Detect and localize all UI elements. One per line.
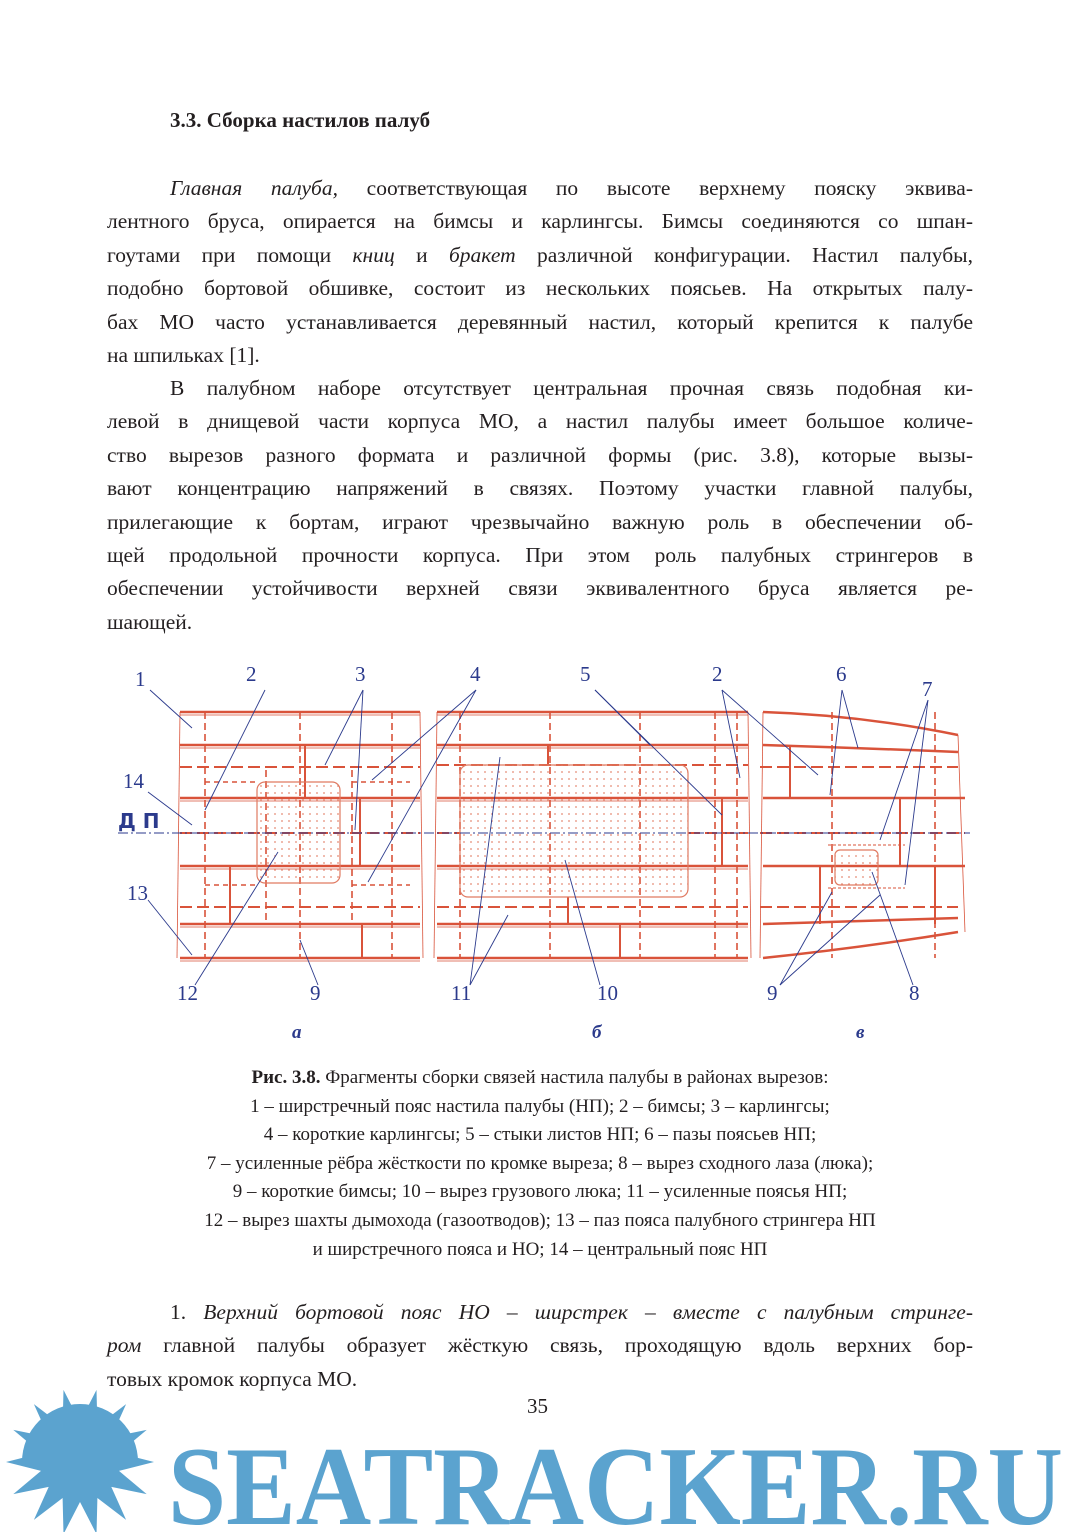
leader-line — [780, 892, 832, 985]
section-heading: 3.3. Сборка настилов палуб — [170, 108, 431, 132]
caption-line: и ширстречного пояса и НО; 14 – центральный пояс НП — [312, 1238, 768, 1260]
cutouts — [257, 765, 878, 897]
italic-term: бракет — [448, 242, 516, 267]
text-line — [107, 339, 973, 372]
text-line — [107, 1329, 973, 1362]
label-1: 1 — [135, 667, 146, 691]
label-9: 9 — [310, 981, 321, 1005]
text-run: различной конфигурации. Настил палубы, — [515, 242, 973, 267]
italic-term: ром — [107, 1333, 142, 1358]
label-5: 5 — [580, 662, 591, 686]
text-line — [107, 205, 973, 238]
text-line — [107, 539, 973, 572]
cargo-hatch-cutout-10 — [460, 765, 688, 897]
break-edge — [177, 712, 180, 958]
text-run: на шпильках [1]. — [107, 342, 260, 367]
text-line — [107, 1296, 973, 1329]
sun-logo-icon — [6, 1390, 154, 1532]
caption-line: 4 – короткие карлингсы; 5 – стыки листов НП; 6 – пазы поясьев НП; — [263, 1124, 817, 1146]
paragraph-deck-framing — [107, 372, 973, 639]
text-line — [107, 439, 973, 472]
text-run: вают концентрацию напряжений в связях. Поэтому участки главной палубы, — [107, 476, 973, 501]
text-run: 1. — [170, 1300, 204, 1324]
text-line — [107, 372, 973, 405]
label-14: 14 — [123, 769, 144, 793]
text-line — [107, 239, 973, 272]
paragraph-main-deck — [107, 172, 973, 372]
text-line — [107, 405, 973, 438]
leader-line — [880, 700, 928, 840]
manhole-cutout-8 — [835, 850, 878, 885]
figure-caption — [100, 1064, 980, 1264]
caption-line: 12 – вырез шахты дымохода (газоотводов); 13 – паз пояса палубного стрингера НП — [204, 1209, 876, 1231]
text-run: и — [394, 242, 449, 267]
text-line — [107, 172, 973, 205]
text-line — [107, 506, 973, 539]
leader-line — [872, 872, 913, 985]
text-run: прилегающие к бортам, играют чрезвычайно важную роль в обеспечении об- — [107, 509, 973, 534]
text-line — [107, 472, 973, 505]
break-edge — [420, 712, 423, 958]
text-run: товых кромок корпуса МО. — [107, 1366, 358, 1391]
label-13: 13 — [127, 881, 148, 905]
caption-title: Рис. 3.8. — [251, 1067, 321, 1088]
label-11: 11 — [451, 981, 472, 1005]
label-2: 2 — [712, 662, 723, 686]
break-edge — [434, 712, 437, 958]
label-9: 9 — [767, 981, 778, 1005]
leader-line — [205, 690, 265, 810]
leader-line — [470, 915, 508, 985]
watermark-text: SEATRACKER.RU — [168, 1425, 1063, 1532]
leader-line — [300, 940, 318, 985]
label-3: 3 — [355, 662, 366, 686]
panel-label-a: а — [292, 1022, 302, 1043]
text-line — [107, 606, 973, 639]
text-line — [107, 572, 973, 605]
label-8: 8 — [909, 981, 920, 1005]
break-edge — [748, 712, 751, 958]
break-edge — [760, 712, 763, 958]
label-4: 4 — [470, 662, 481, 686]
text-run: бах МО часто устанавливается деревянный настил, который крепится к палубе — [107, 309, 973, 334]
caption-line: 1 – ширстречный пояс настила палубы (НП); 2 – бимсы; 3 – карлингсы; — [250, 1095, 830, 1117]
panel-label-b: б — [592, 1022, 602, 1043]
text-run: щей продольной прочности корпуса. При этом роль палубных стрингеров в — [107, 542, 973, 567]
text-run: главной палубы образует жёсткую связь, проходящую вдоль верхних бор- — [141, 1333, 973, 1358]
caption-line: Фрагменты сборки связей настила палубы в районах вырезов: — [325, 1067, 829, 1088]
text-run: шающей. — [107, 609, 193, 634]
leader-line — [148, 900, 192, 955]
leader-line — [780, 895, 880, 985]
label-2: 2 — [246, 662, 257, 686]
text-run: левой в днищевой части корпуса МО, а настил палубы имеет большое количе- — [107, 409, 973, 434]
text-run: обеспечении устойчивости верхней связи эквивалентного бруса является ре- — [107, 576, 973, 601]
label-6: 6 — [836, 662, 847, 686]
text-run: лентного бруса, опирается на бимсы и карлингсы. Бимсы соединяются со шпан- — [107, 209, 973, 234]
text-run: подобно бортовой обшивке, состоит из нескольких поясьев. На открытых палу- — [107, 276, 973, 301]
page-number: 35 — [527, 1394, 548, 1418]
label-dp: Д П — [118, 809, 160, 833]
leader-line — [830, 690, 842, 795]
panel-label-c: в — [856, 1022, 865, 1043]
text-run: соответствующая по высоте верхнему пояску эквива- — [337, 176, 973, 200]
leader-line — [325, 690, 363, 765]
label-7: 7 — [922, 677, 933, 701]
caption-line: 7 – усиленные рёбра жёсткости по кромке выреза; 8 – вырез сходного лаза (люка); — [206, 1152, 874, 1174]
label-12: 12 — [177, 981, 198, 1005]
italic-term: Верхний бортовой пояс НО – ширстрек – вместе с палубным стринге- — [203, 1300, 974, 1324]
text-run: В палубном наборе отсутствует центральная прочная связь подобная ки- — [170, 376, 973, 400]
label-10: 10 — [597, 981, 618, 1005]
italic-term: книц — [352, 242, 395, 267]
text-run: ство вырезов разного формата и различной формы (рис. 3.8), которые вызы- — [107, 442, 973, 467]
figure-3-8-diagram — [0, 650, 1080, 1050]
italic-term: Главная палуба, — [170, 176, 338, 200]
leader-line — [150, 690, 192, 728]
text-line — [107, 306, 973, 339]
text-line — [107, 272, 973, 305]
caption-line: 9 – короткие бимсы; 10 – вырез грузового люка; 11 – усиленные поясья НП; — [232, 1181, 848, 1203]
text-run: гоутами при помощи — [107, 242, 353, 267]
